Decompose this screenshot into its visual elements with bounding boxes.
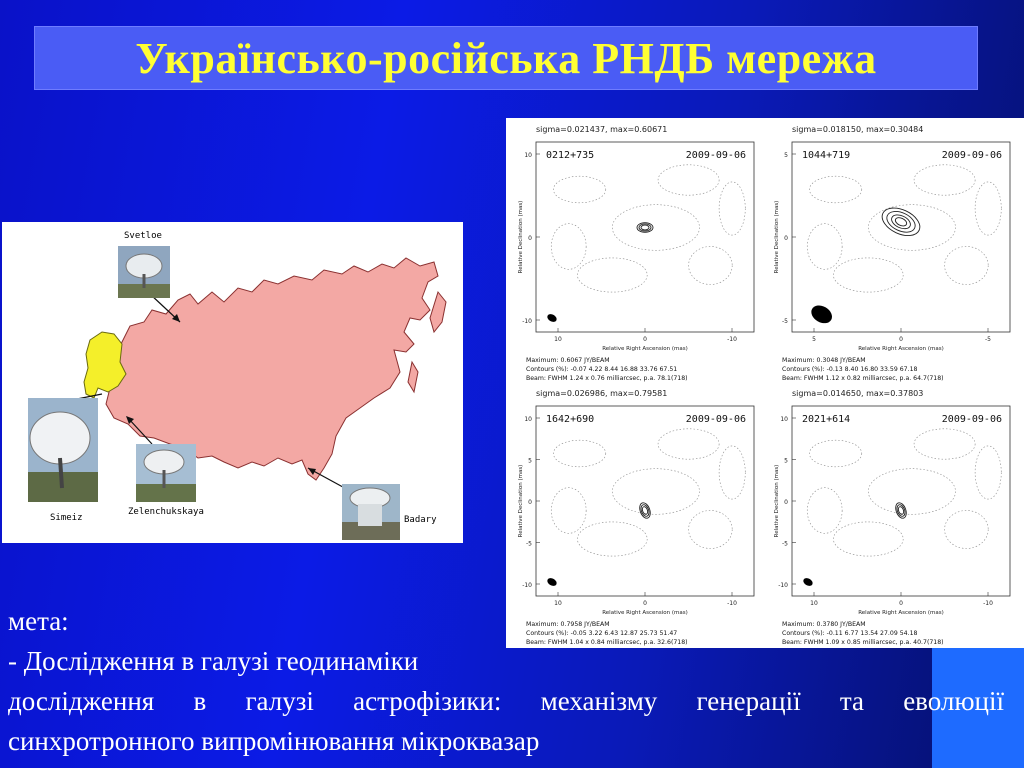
plot-info-line: Maximum: 0.7958 JY/BEAM — [526, 621, 610, 628]
y-tick-label: 0 — [784, 499, 788, 506]
astrophysics-word: генерації — [696, 686, 801, 716]
plot-info-line: Contours (%): -0.13 8.40 16.80 33.59 67.18 — [782, 366, 918, 373]
plot-source-name: 2021+614 — [802, 414, 851, 425]
plot-info-line: Contours (%): -0.05 3.22 6.43 12.87 25.73 51.47 — [526, 630, 678, 637]
y-axis-label: Relative Declination (mas) — [774, 200, 780, 274]
y-tick-label: -5 — [782, 540, 788, 548]
y-tick-label: 10 — [524, 416, 532, 423]
x-axis-label: Relative Right Ascension (mas) — [858, 346, 944, 352]
badary-label: Badary — [404, 515, 437, 525]
zelenchukskaya-label: Zelenchukskaya — [128, 507, 204, 517]
vlbi-network-map — [2, 222, 463, 543]
astrophysics-word: та — [839, 686, 864, 716]
plot-info-line: Contours (%): -0.11 6.77 13.54 27.09 54.18 — [782, 630, 918, 637]
zelenchukskaya-antenna-photo — [136, 444, 196, 502]
x-axis-label: Relative Right Ascension (mas) — [602, 346, 688, 352]
y-tick-label: -5 — [526, 540, 532, 548]
x-tick-label: 10 — [810, 600, 818, 607]
x-tick-label: -10 — [727, 600, 737, 607]
astrophysics-word: галузі — [245, 686, 314, 716]
y-tick-label: 10 — [524, 152, 532, 159]
svetloe-label: Svetloe — [124, 231, 162, 241]
astrophysics-word: астрофізики: — [353, 686, 502, 716]
plot-date: 2009-09-06 — [685, 150, 746, 161]
plot-header: sigma=0.018150, max=0.30484 — [792, 125, 924, 134]
goal-item-geodynamics: - Дослідження в галузі геодинаміки — [8, 646, 419, 676]
astrophysics-word: в — [193, 686, 207, 716]
y-tick-label: 0 — [784, 235, 788, 242]
plot-frame — [792, 142, 1010, 332]
x-axis-label: Relative Right Ascension (mas) — [602, 610, 688, 616]
y-tick-label: 5 — [784, 152, 788, 159]
plot-info-line: Maximum: 0.3048 JY/BEAM — [782, 357, 866, 364]
x-tick-label: 10 — [554, 600, 562, 607]
plot-header: sigma=0.026986, max=0.79581 — [536, 389, 668, 398]
map-svg — [2, 222, 463, 543]
y-tick-label: -10 — [522, 318, 532, 325]
y-tick-label: 0 — [528, 499, 532, 506]
x-tick-label: 10 — [554, 336, 562, 343]
goal-item-astrophysics — [8, 686, 1004, 716]
vlbi-images-panel — [506, 118, 1024, 648]
plot-info-line: Beam: FWHM 1.04 x 0.84 milliarcsec, p.a. 32.6(718) — [526, 639, 688, 646]
vlbi-plot-4 — [774, 389, 1010, 646]
x-tick-label: -10 — [983, 600, 993, 607]
astrophysics-word: еволюції — [903, 686, 1004, 716]
goal-item-microquasar: синхротронного випромінювання мікроквазар — [8, 726, 540, 756]
y-tick-label: 10 — [780, 416, 788, 423]
plot-info-line: Beam: FWHM 1.12 x 0.82 milliarcsec, p.a. 64.7(718) — [782, 375, 944, 382]
plot-info-line: Beam: FWHM 1.24 x 0.76 milliarcsec, p.a. 78.1(718) — [526, 375, 688, 382]
plot-frame — [536, 142, 754, 332]
y-tick-label: 0 — [528, 235, 532, 242]
plot-source-name: 1642+690 — [546, 414, 595, 425]
y-axis-label: Relative Declination (mas) — [518, 464, 524, 538]
plot-frame — [536, 406, 754, 596]
plot-source-name: 0212+735 — [546, 150, 595, 161]
y-tick-label: -5 — [782, 318, 788, 325]
plot-info-line: Contours (%): -0.07 4.22 8.44 16.88 33.76 67.51 — [526, 366, 678, 373]
y-axis-label: Relative Declination (mas) — [518, 200, 524, 274]
plot-info-line: Beam: FWHM 1.09 x 0.85 milliarcsec, p.a. 40.7(718) — [782, 639, 944, 646]
plot-source-name: 1044+719 — [802, 150, 851, 161]
plot-date: 2009-09-06 — [941, 150, 1002, 161]
x-tick-label: 0 — [643, 336, 647, 343]
x-tick-label: 0 — [899, 336, 903, 343]
y-tick-label: -10 — [522, 582, 532, 589]
x-tick-label: 0 — [899, 600, 903, 607]
astrophysics-word: дослідження — [8, 686, 155, 716]
x-tick-label: 5 — [812, 336, 816, 343]
y-axis-label: Relative Declination (mas) — [774, 464, 780, 538]
vlbi-images-svg — [506, 118, 1024, 648]
slide-title: Українсько-російська РНДБ мережа — [135, 33, 877, 83]
east-coast-islands — [430, 292, 446, 332]
simeiz-label: Simeiz — [50, 513, 83, 523]
plot-date: 2009-09-06 — [685, 414, 746, 425]
y-tick-label: 5 — [784, 457, 788, 465]
vlbi-plot-3 — [518, 389, 754, 646]
plot-frame — [792, 406, 1010, 596]
goal-heading: мета: — [8, 606, 69, 636]
vlbi-plot-2 — [774, 125, 1010, 382]
x-tick-label: -5 — [985, 336, 991, 343]
svetloe-antenna-photo — [118, 246, 170, 298]
sakhalin-island — [408, 362, 418, 392]
y-tick-label: 5 — [528, 457, 532, 465]
badary-antenna-photo — [342, 484, 400, 540]
plot-info-line: Maximum: 0.6067 JY/BEAM — [526, 357, 610, 364]
x-tick-label: 0 — [643, 600, 647, 607]
title-bar — [34, 26, 978, 90]
plot-header: sigma=0.021437, max=0.60671 — [536, 125, 668, 134]
y-tick-label: -10 — [778, 582, 788, 589]
vlbi-plot-1 — [518, 125, 754, 382]
simeiz-antenna-photo — [28, 398, 98, 502]
plot-header: sigma=0.014650, max=0.37803 — [792, 389, 924, 398]
x-axis-label: Relative Right Ascension (mas) — [858, 610, 944, 616]
x-tick-label: -10 — [727, 336, 737, 343]
astrophysics-word: механізму — [540, 686, 658, 716]
plot-date: 2009-09-06 — [941, 414, 1002, 425]
plot-info-line: Maximum: 0.3780 JY/BEAM — [782, 621, 866, 628]
